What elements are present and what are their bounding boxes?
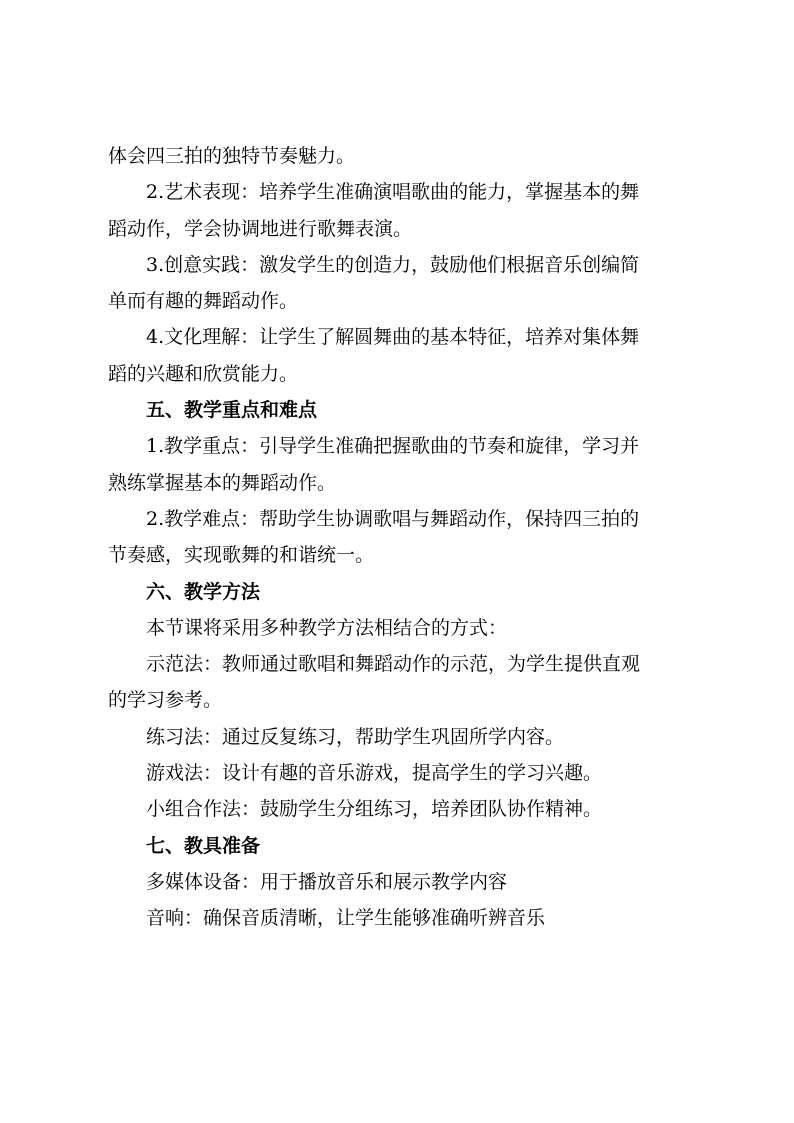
key-point-1-line-1: 1.教学重点：引导学生准确把握歌曲的节奏和旋律，学习并 <box>146 435 640 458</box>
goal-2-line-1: 2.艺术表现：培养学生准确演唱歌曲的能力，掌握基本的舞 <box>146 181 640 204</box>
goal-3-line-1: 3.创意实践：激发学生的创造力，鼓励他们根据音乐创编简 <box>146 253 640 276</box>
method-2: 练习法：通过反复练习，帮助学生巩固所学内容。 <box>146 725 565 748</box>
key-point-2-line-1: 2.教学难点：帮助学生协调歌唱与舞蹈动作，保持四三拍的 <box>146 507 640 530</box>
goal-3-line-2: 单而有趣的舞蹈动作。 <box>108 290 299 313</box>
teaching-aid-1: 多媒体设备：用于播放音乐和展示教学内容 <box>146 870 508 893</box>
key-point-1-line-2: 熟练掌握基本的舞蹈动作。 <box>108 471 337 494</box>
methods-intro: 本节课将采用多种教学方法相结合的方式： <box>146 616 508 639</box>
method-1-line-2: 的学习参考。 <box>108 689 223 712</box>
goal-4-line-2: 蹈的兴趣和欣赏能力。 <box>108 362 299 385</box>
teaching-aid-2: 音响：确保音质清晰，让学生能够准确听辨音乐 <box>146 907 546 930</box>
section-heading-6: 六、教学方法 <box>146 580 261 603</box>
section-heading-7: 七、教具准备 <box>146 834 261 857</box>
method-3: 游戏法：设计有趣的音乐游戏，提高学生的学习兴趣。 <box>146 762 603 785</box>
document-body <box>108 138 694 937</box>
goal-4-line-1: 4.文化理解：让学生了解圆舞曲的基本特征，培养对集体舞 <box>146 326 640 349</box>
key-point-2-line-2: 节奏感，实现歌舞的和谐统一。 <box>108 544 375 567</box>
method-1-line-1: 示范法：教师通过歌唱和舞蹈动作的示范，为学生提供直观 <box>146 653 641 676</box>
goal-2-line-2: 蹈动作，学会协调地进行歌舞表演。 <box>108 217 413 240</box>
method-4: 小组合作法：鼓励学生分组练习，培养团队协作精神。 <box>146 798 603 821</box>
paragraph-continuation: 体会四三拍的独特节奏魅力。 <box>108 145 356 167</box>
section-heading-5: 五、教学重点和难点 <box>146 399 318 422</box>
